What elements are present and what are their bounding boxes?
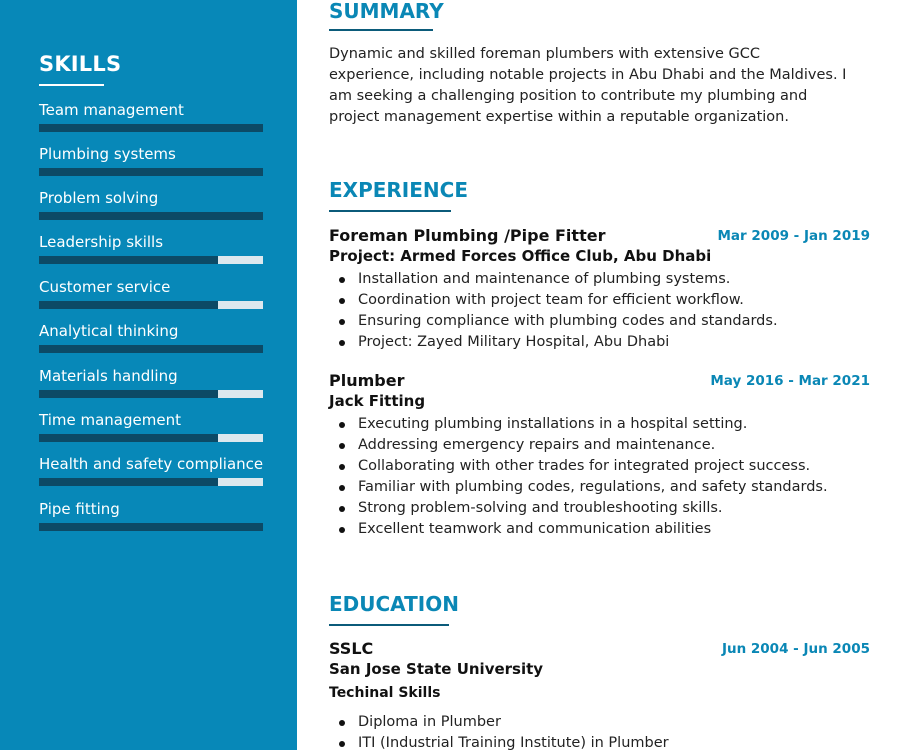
skill-bar-track bbox=[39, 345, 263, 353]
list-item: Executing plumbing installations in a hospital setting. bbox=[358, 414, 828, 435]
skill-bar-fill bbox=[39, 434, 218, 442]
skill-bar-fill bbox=[39, 301, 218, 309]
technical-skills-list bbox=[329, 712, 669, 754]
skill-bar-fill bbox=[39, 478, 218, 486]
degree-title: SSLC bbox=[329, 639, 374, 658]
job-title: Foreman Plumbing /Pipe Fitter bbox=[329, 226, 606, 245]
job-bullets bbox=[329, 414, 828, 540]
skill-item bbox=[39, 367, 263, 398]
skill-bar-track bbox=[39, 124, 263, 132]
skill-item bbox=[39, 189, 263, 220]
skill-item bbox=[39, 145, 263, 176]
skill-bar-track bbox=[39, 168, 263, 176]
skill-bar-track bbox=[39, 434, 263, 442]
skill-item bbox=[39, 411, 263, 442]
skill-bar-fill bbox=[39, 124, 263, 132]
summary-heading: SUMMARY bbox=[329, 0, 444, 23]
job-bullets bbox=[329, 269, 778, 353]
skill-label: Health and safety compliance bbox=[39, 455, 264, 473]
skill-label: Materials handling bbox=[39, 367, 178, 385]
list-item: Familiar with plumbing codes, regulations, and safety standards. bbox=[358, 477, 828, 498]
list-item: ITI (Industrial Training Institute) in Plumber bbox=[358, 733, 669, 754]
school-name: San Jose State University bbox=[329, 660, 544, 678]
job-title: Plumber bbox=[329, 371, 405, 390]
job-dates: Mar 2009 - Jan 2019 bbox=[717, 228, 870, 244]
skill-bar-fill bbox=[39, 345, 263, 353]
skill-label: Pipe fitting bbox=[39, 500, 120, 518]
skill-bar-track bbox=[39, 390, 263, 398]
skill-label: Leadership skills bbox=[39, 233, 164, 251]
summary-heading-rule bbox=[329, 29, 433, 31]
skill-item bbox=[39, 500, 263, 531]
skill-bar-track bbox=[39, 301, 263, 309]
skill-bar-fill bbox=[39, 256, 218, 264]
skill-bar-track bbox=[39, 256, 263, 264]
skill-label: Customer service bbox=[39, 278, 171, 296]
skill-label: Problem solving bbox=[39, 189, 159, 207]
list-item: Addressing emergency repairs and maintenance. bbox=[358, 435, 828, 456]
skill-bar-track bbox=[39, 523, 263, 531]
list-item: Excellent teamwork and communication abilities bbox=[358, 519, 828, 540]
skill-item bbox=[39, 322, 263, 353]
list-item: Installation and maintenance of plumbing systems. bbox=[358, 269, 778, 290]
skill-item bbox=[39, 101, 263, 132]
job-subtitle: Project: Armed Forces Office Club, Abu Dhabi bbox=[329, 247, 712, 265]
summary-text: Dynamic and skilled foreman plumbers with extensive GCC experience, including notable projects in Abu Dhabi and the Maldives. I am seeking a challenging position to contribute my plumbing and project management expertise within a reputable organization. bbox=[329, 46, 847, 125]
skill-item bbox=[39, 278, 263, 309]
list-item: Coordination with project team for efficient workflow. bbox=[358, 290, 778, 311]
list-item: Strong problem-solving and troubleshooting skills. bbox=[358, 498, 828, 519]
education-heading: EDUCATION bbox=[329, 592, 459, 616]
skills-heading-rule bbox=[39, 84, 104, 86]
list-item: Project: Zayed Military Hospital, Abu Dhabi bbox=[358, 332, 778, 353]
skill-bar-track bbox=[39, 212, 263, 220]
skill-label: Team management bbox=[39, 101, 184, 119]
job-subtitle: Jack Fitting bbox=[329, 392, 426, 410]
job-dates: May 2016 - Mar 2021 bbox=[710, 373, 870, 389]
technical-skills-heading: Techinal Skills bbox=[329, 685, 441, 701]
skills-heading: SKILLS bbox=[39, 52, 122, 76]
list-item: Collaborating with other trades for integrated project success. bbox=[358, 456, 828, 477]
skill-label: Analytical thinking bbox=[39, 322, 179, 340]
skill-label: Time management bbox=[39, 411, 181, 429]
skill-bar-fill bbox=[39, 212, 263, 220]
skill-label: Plumbing systems bbox=[39, 145, 176, 163]
skill-bar-fill bbox=[39, 523, 263, 531]
experience-heading: EXPERIENCE bbox=[329, 178, 468, 202]
education-heading-rule bbox=[329, 624, 449, 626]
skill-bar-fill bbox=[39, 390, 218, 398]
sidebar bbox=[0, 0, 297, 750]
skill-item bbox=[39, 455, 263, 486]
list-item: Diploma in Plumber bbox=[358, 712, 669, 733]
skill-item bbox=[39, 233, 263, 264]
education-dates: Jun 2004 - Jun 2005 bbox=[721, 641, 870, 657]
skill-bar-track bbox=[39, 478, 263, 486]
experience-heading-rule bbox=[329, 210, 451, 212]
list-item: Ensuring compliance with plumbing codes and standards. bbox=[358, 311, 778, 332]
skill-bar-fill bbox=[39, 168, 263, 176]
